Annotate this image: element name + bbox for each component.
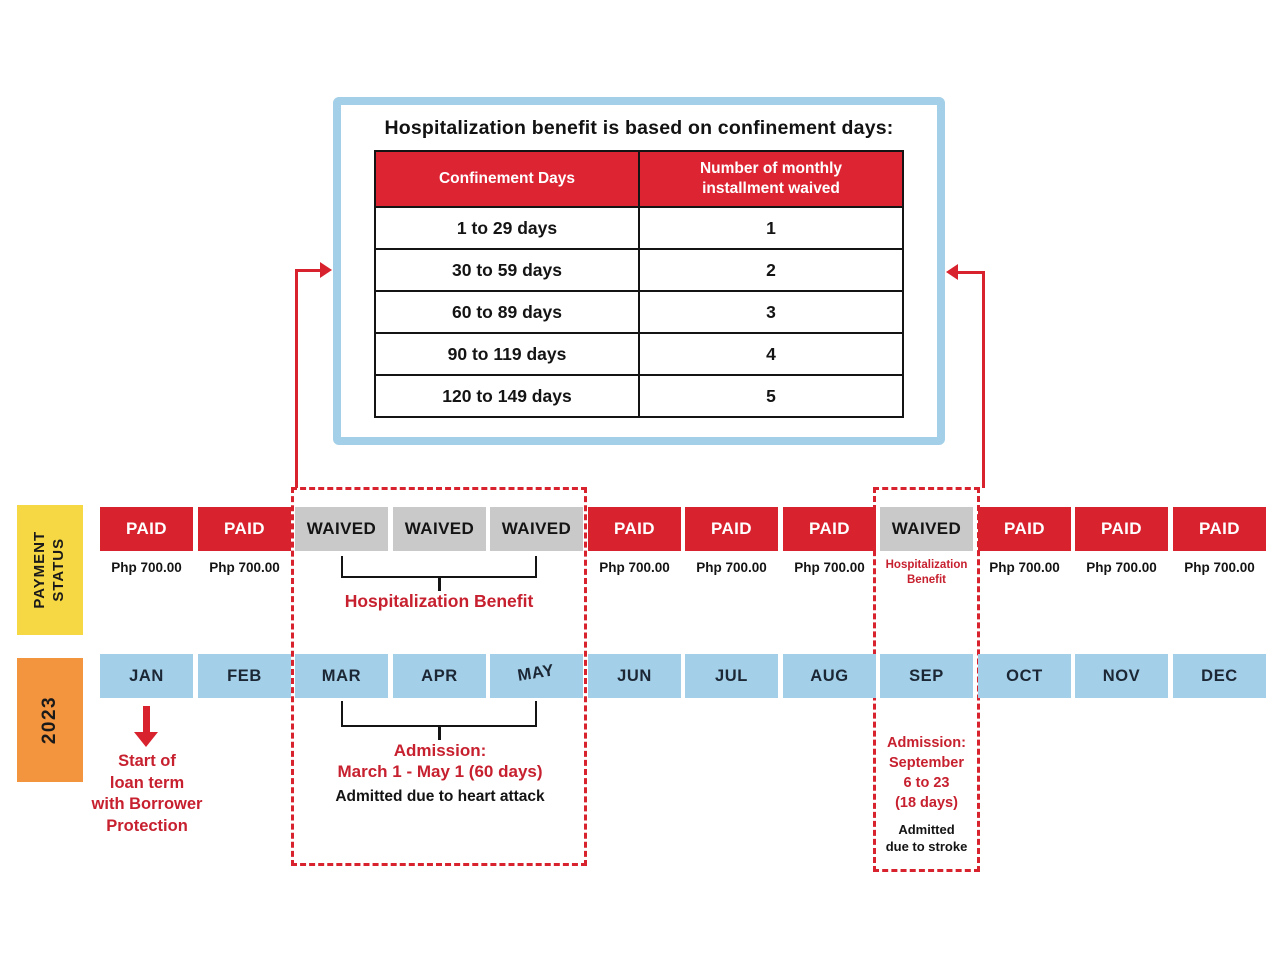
- payment-amount: Php 700.00: [989, 560, 1060, 575]
- payment-col-jan: [100, 507, 193, 575]
- status-badge: PAID: [100, 507, 193, 551]
- payment-amount: Php 700.00: [1086, 560, 1157, 575]
- right-connector-horizontal-line: [958, 271, 985, 274]
- month-dec: DEC: [1173, 654, 1266, 698]
- payment-col-jul: [685, 507, 778, 575]
- month-aug: AUG: [783, 654, 876, 698]
- month-apr: APR: [393, 654, 486, 698]
- payment-amount: Php 700.00: [696, 560, 767, 575]
- payment-amount: Php 700.00: [599, 560, 670, 575]
- month-sep: SEP: [880, 654, 973, 698]
- days-cell: 1 to 29 days: [375, 207, 639, 249]
- left-connector-vertical-line: [295, 269, 298, 488]
- arrow-left-icon: [946, 264, 958, 280]
- march-admission-annotation: [299, 740, 581, 806]
- table-row: [375, 291, 903, 333]
- payment-col-feb: [198, 507, 291, 575]
- arrow-down-icon: [134, 732, 158, 747]
- waived-cell: 1: [639, 207, 903, 249]
- payment-col-aug: [783, 507, 876, 575]
- payment-amount: Php 700.00: [1184, 560, 1255, 575]
- payment-status-label: PAYMENT STATUS: [17, 505, 83, 635]
- confinement-days-table: [374, 150, 904, 418]
- payment-col-nov: [1075, 507, 1168, 575]
- waived-bracket: [341, 556, 537, 578]
- status-badge: WAIVED: [393, 507, 486, 551]
- col-header-installments-waived: Number of monthly installment waived: [639, 151, 903, 207]
- left-connector-horizontal-line: [295, 269, 322, 272]
- status-badge: PAID: [588, 507, 681, 551]
- month-nov: NOV: [1075, 654, 1168, 698]
- status-badge: WAIVED: [295, 507, 388, 551]
- payment-col-oct: [978, 507, 1071, 575]
- days-cell: 30 to 59 days: [375, 249, 639, 291]
- arrow-right-icon: [320, 262, 332, 278]
- status-badge: PAID: [978, 507, 1071, 551]
- waived-bracket-tick: [438, 578, 441, 591]
- col-header-confinement-days: Confinement Days: [375, 151, 639, 207]
- status-badge: WAIVED: [490, 507, 583, 551]
- table-row: [375, 333, 903, 375]
- payment-col-dec: [1173, 507, 1266, 575]
- benefit-panel: [333, 97, 945, 445]
- month-mar: MAR: [295, 654, 388, 698]
- days-cell: 90 to 119 days: [375, 333, 639, 375]
- table-header-row: [375, 151, 903, 207]
- right-connector-vertical-line: [982, 271, 985, 488]
- table-row: [375, 207, 903, 249]
- admission-reason: Admitted due to heart attack: [335, 788, 545, 805]
- month-jan: JAN: [100, 654, 193, 698]
- days-cell: 120 to 149 days: [375, 375, 639, 417]
- status-badge: PAID: [783, 507, 876, 551]
- admission-title: Admission:: [393, 741, 487, 760]
- hospitalization-benefit-label: Hospitalization Benefit: [344, 591, 534, 611]
- month-may: MAY: [490, 654, 583, 698]
- admission-bracket: [341, 701, 537, 727]
- admission-dates: March 1 - May 1 (60 days): [337, 762, 543, 781]
- month-feb: FEB: [198, 654, 291, 698]
- payment-amount: Php 700.00: [794, 560, 865, 575]
- waived-cell: 5: [639, 375, 903, 417]
- hospitalization-benefit-note: Hospitalization Benefit: [885, 559, 968, 586]
- waived-cell: 4: [639, 333, 903, 375]
- admission-bracket-tick: [438, 727, 441, 740]
- payment-col-may: [490, 507, 583, 551]
- month-oct: OCT: [978, 654, 1071, 698]
- year-label: 2023: [17, 658, 83, 782]
- status-badge: PAID: [685, 507, 778, 551]
- table-row: [375, 375, 903, 417]
- payment-amount: Php 700.00: [209, 560, 280, 575]
- status-badge: PAID: [198, 507, 291, 551]
- payment-col-jun: [588, 507, 681, 575]
- payment-col-mar: [295, 507, 388, 551]
- status-badge: PAID: [1173, 507, 1266, 551]
- payment-col-sep: [880, 507, 973, 588]
- panel-title: Hospitalization benefit is based on confinement days:: [384, 117, 894, 139]
- days-cell: 60 to 89 days: [375, 291, 639, 333]
- month-jun: JUN: [588, 654, 681, 698]
- month-jul: JUL: [685, 654, 778, 698]
- start-arrow-shaft: [143, 706, 150, 733]
- table-row: [375, 249, 903, 291]
- payment-col-apr: [393, 507, 486, 551]
- status-badge: WAIVED: [880, 507, 973, 551]
- september-admission-annotation: Admission: September 6 to 23 (18 days) Admitted due to stroke: [885, 735, 968, 854]
- payment-amount: Php 700.00: [111, 560, 182, 575]
- waived-cell: 3: [639, 291, 903, 333]
- status-badge: PAID: [1075, 507, 1168, 551]
- loan-start-annotation: Start of loan term with Borrower Protection: [91, 752, 203, 835]
- waived-cell: 2: [639, 249, 903, 291]
